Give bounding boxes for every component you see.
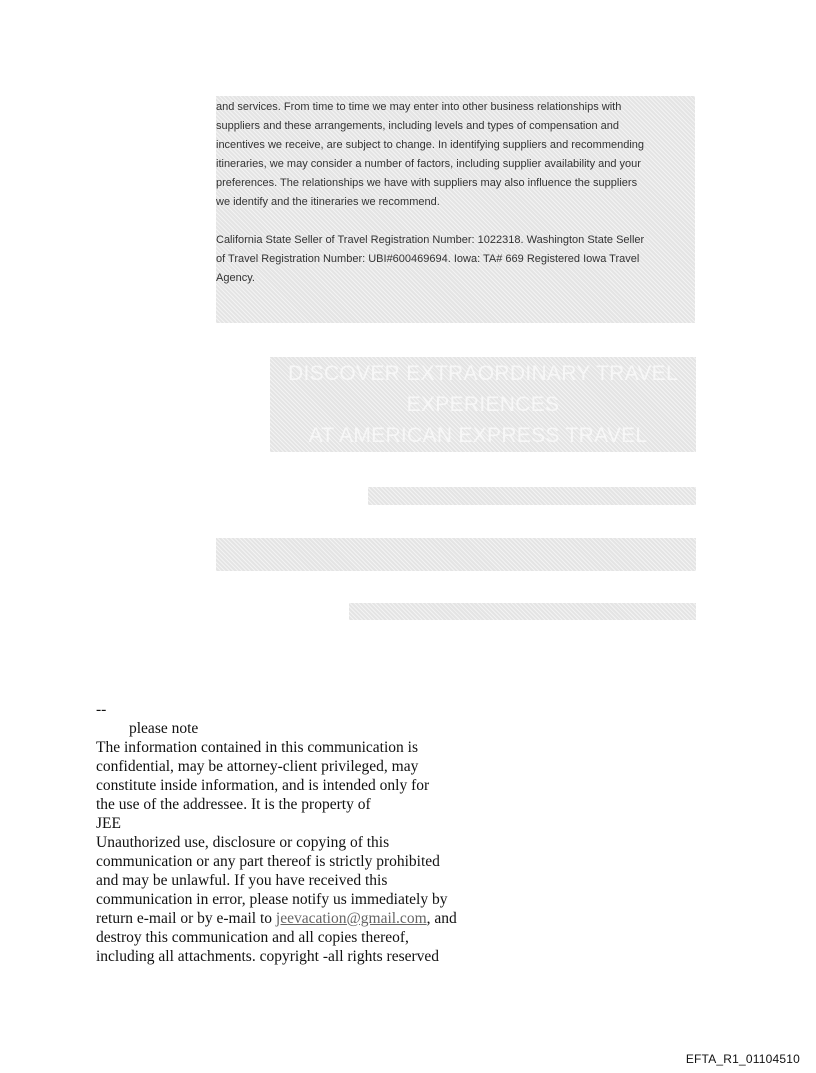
hero-line-2: EXPERIENCES [406, 393, 560, 416]
notice-line: the use of the addressee. It is the property of [96, 796, 371, 813]
notice-line: JEE [96, 815, 121, 832]
faint-text-bar [216, 538, 696, 571]
faint-notice-bar [349, 603, 696, 620]
registration-paragraph [216, 231, 695, 288]
text-line: California State Seller of Travel Registration Number: 1022318. Washington State Seller [216, 234, 645, 246]
hero-line-3: AT AMERICAN EXPRESS TRAVEL [308, 424, 648, 447]
note-heading: please note [129, 720, 199, 737]
notice-line: Unauthorized use, disclosure or copying of this [96, 834, 390, 851]
notice-line: confidential, may be attorney-client privileged, may [96, 758, 419, 775]
text-line: Agency. [216, 272, 255, 284]
notice-line: destroy this communication and all copies thereof, [96, 929, 409, 946]
notice-line-with-link [96, 909, 476, 928]
notice-line: constitute inside information, and is intended only for [96, 777, 430, 794]
disclosure-block [216, 96, 695, 323]
notice-line: and may be unlawful. If you have received this [96, 872, 388, 889]
notice-line: communication in error, please notify us immediately by [96, 891, 448, 908]
text-line: suppliers and these arrangements, including levels and types of compensation and [216, 120, 619, 132]
hero-heading [270, 358, 696, 450]
text-line: we identify and the itineraries we recommend. [216, 196, 440, 208]
notice-line: The information contained in this communication is [96, 739, 418, 756]
hero-line-1: DISCOVER EXTRAORDINARY TRAVEL [288, 362, 678, 385]
faint-link-bar [368, 487, 696, 505]
text-line: itineraries, we may consider a number of factors, including supplier availability and your [216, 158, 641, 170]
supplier-relationships-paragraph [216, 98, 695, 212]
link-suffix: , and [426, 910, 457, 927]
notice-line: communication or any part thereof is strictly prohibited [96, 853, 440, 870]
email-link[interactable]: jeevacation@gmail.com [275, 910, 427, 927]
text-line: and services. From time to time we may enter into other business relationships with [216, 101, 622, 113]
confidentiality-notice [96, 700, 476, 966]
separator: -- [96, 701, 107, 718]
notice-line: including all attachments. copyright -all rights reserved [96, 948, 440, 965]
document-id: EFTA_R1_01104510 [685, 1052, 800, 1066]
text-line: of Travel Registration Number: UBI#600469694. Iowa: TA# 669 Registered Iowa Travel [216, 253, 640, 265]
text-line: incentives we receive, are subject to change. In identifying suppliers and recommending [216, 139, 645, 151]
link-prefix: return e-mail or by e-mail to [96, 910, 276, 927]
text-line: preferences. The relationships we have with suppliers may also influence the suppliers [216, 177, 638, 189]
